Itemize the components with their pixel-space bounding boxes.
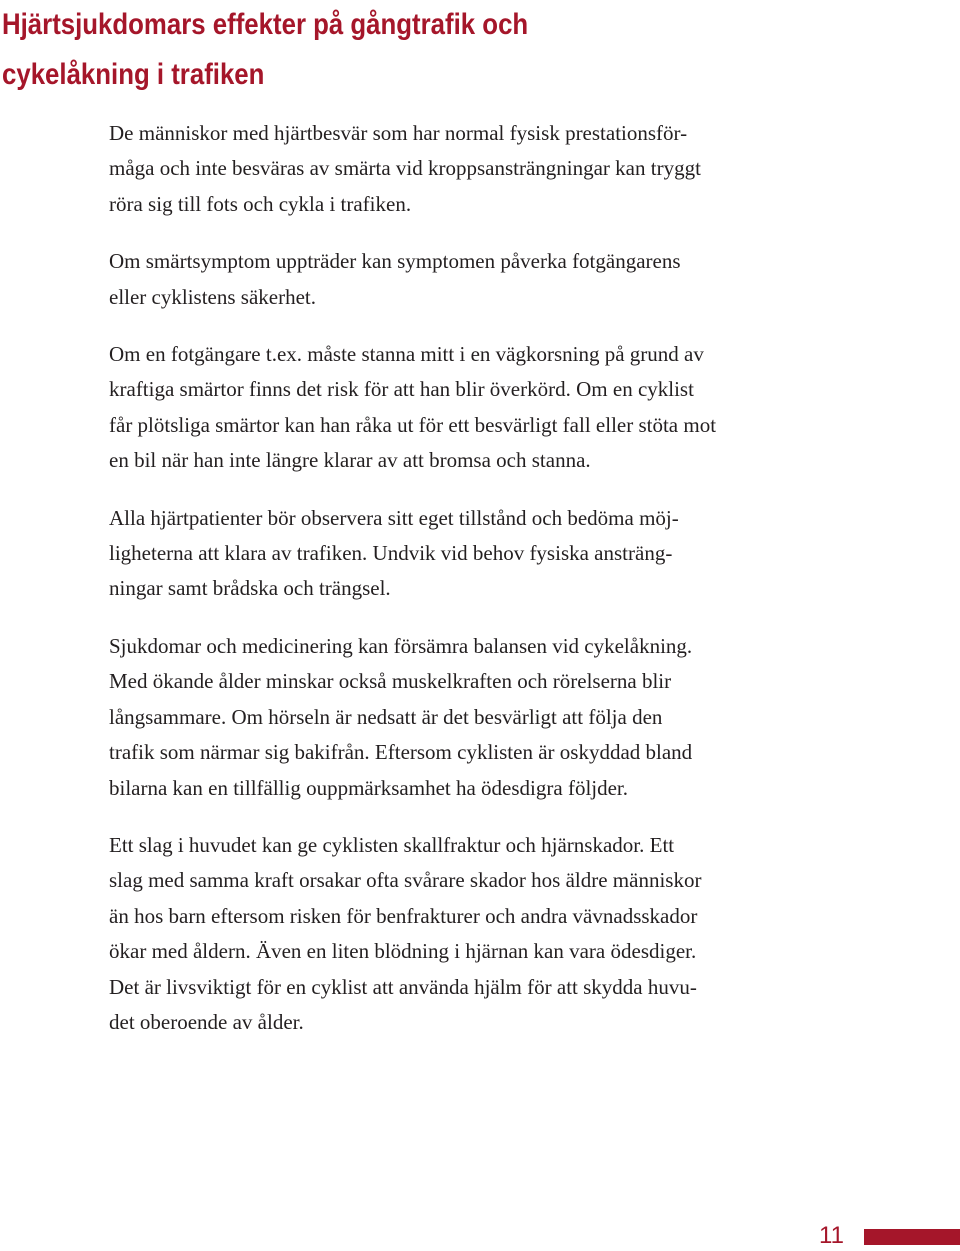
paragraph xyxy=(109,501,869,607)
text-line: kraftiga smärtor finns det risk för att han blir överkörd. Om en cyklist xyxy=(109,377,694,402)
text-line: ökar med åldern. Även en liten blödning i hjärnan kan vara ödesdiger. xyxy=(109,939,697,964)
body-text xyxy=(109,116,869,1062)
text-line: De människor med hjärtbesvär som har normal fysisk prestationsför- xyxy=(109,121,688,145)
text-line: långsammare. Om hörseln är nedsatt är det besvärligt att följa den xyxy=(109,704,663,729)
title-line: Hjärtsjukdomars effekter på gångtrafik och xyxy=(2,8,529,41)
text-line: än hos barn eftersom risken för benfrakturer och andra vävnadsskador xyxy=(109,903,698,928)
text-line: Ett slag i huvudet kan ge cyklisten skallfraktur och hjärnskador. Ett xyxy=(109,832,675,857)
paragraph xyxy=(109,244,869,315)
page-title xyxy=(2,0,604,100)
page-number: 11 xyxy=(819,1222,844,1249)
page-number-accent-bar xyxy=(864,1229,960,1245)
text-line: röra sig till fots och cykla i trafiken. xyxy=(109,191,412,216)
title-line: cykelåkning i trafiken xyxy=(2,58,265,91)
text-line: får plötsliga smärtor kan han råka ut för ett besvärligt fall eller stöta mot xyxy=(109,412,717,437)
text-line: Med ökande ålder minskar också muskelkraften och rörelserna blir xyxy=(109,669,672,694)
text-line: bilarna kan en tillfällig ouppmärksamhet ha ödesdigra följder. xyxy=(109,775,629,800)
paragraph xyxy=(109,629,869,806)
paragraph xyxy=(109,337,869,479)
text-line: Alla hjärtpatienter bör observera sitt eget tillstånd och bedöma möj- xyxy=(109,505,679,530)
text-line: slag med samma kraft orsakar ofta svårare skador hos äldre människor xyxy=(109,868,702,893)
text-line: Om en fotgängare t.ex. måste stanna mitt i en vägkorsning på grund av xyxy=(109,342,704,367)
text-line: ningar samt brådska och trängsel. xyxy=(109,576,391,601)
text-line: Det är livsviktigt för en cyklist att använda hjälm för att skydda huvu- xyxy=(109,974,697,999)
text-line: det oberoende av ålder. xyxy=(109,1009,304,1034)
paragraph xyxy=(109,828,869,1040)
text-line: trafik som närmar sig bakifrån. Eftersom cyklisten är oskyddad bland xyxy=(109,740,693,765)
text-line: Sjukdomar och medicinering kan försämra balansen vid cykelåkning. xyxy=(109,633,693,658)
text-line: måga och inte besväras av smärta vid kroppsansträngningar kan tryggt xyxy=(109,156,701,181)
text-line: eller cyklistens säkerhet. xyxy=(109,284,317,309)
text-line: en bil när han inte längre klarar av att bromsa och stanna. xyxy=(109,448,591,473)
text-line: Om smärtsymptom uppträder kan symptomen påverka fotgängarens xyxy=(109,249,681,274)
text-line: ligheterna att klara av trafiken. Undvik vid behov fysiska ansträng- xyxy=(109,541,673,566)
paragraph xyxy=(109,116,869,222)
